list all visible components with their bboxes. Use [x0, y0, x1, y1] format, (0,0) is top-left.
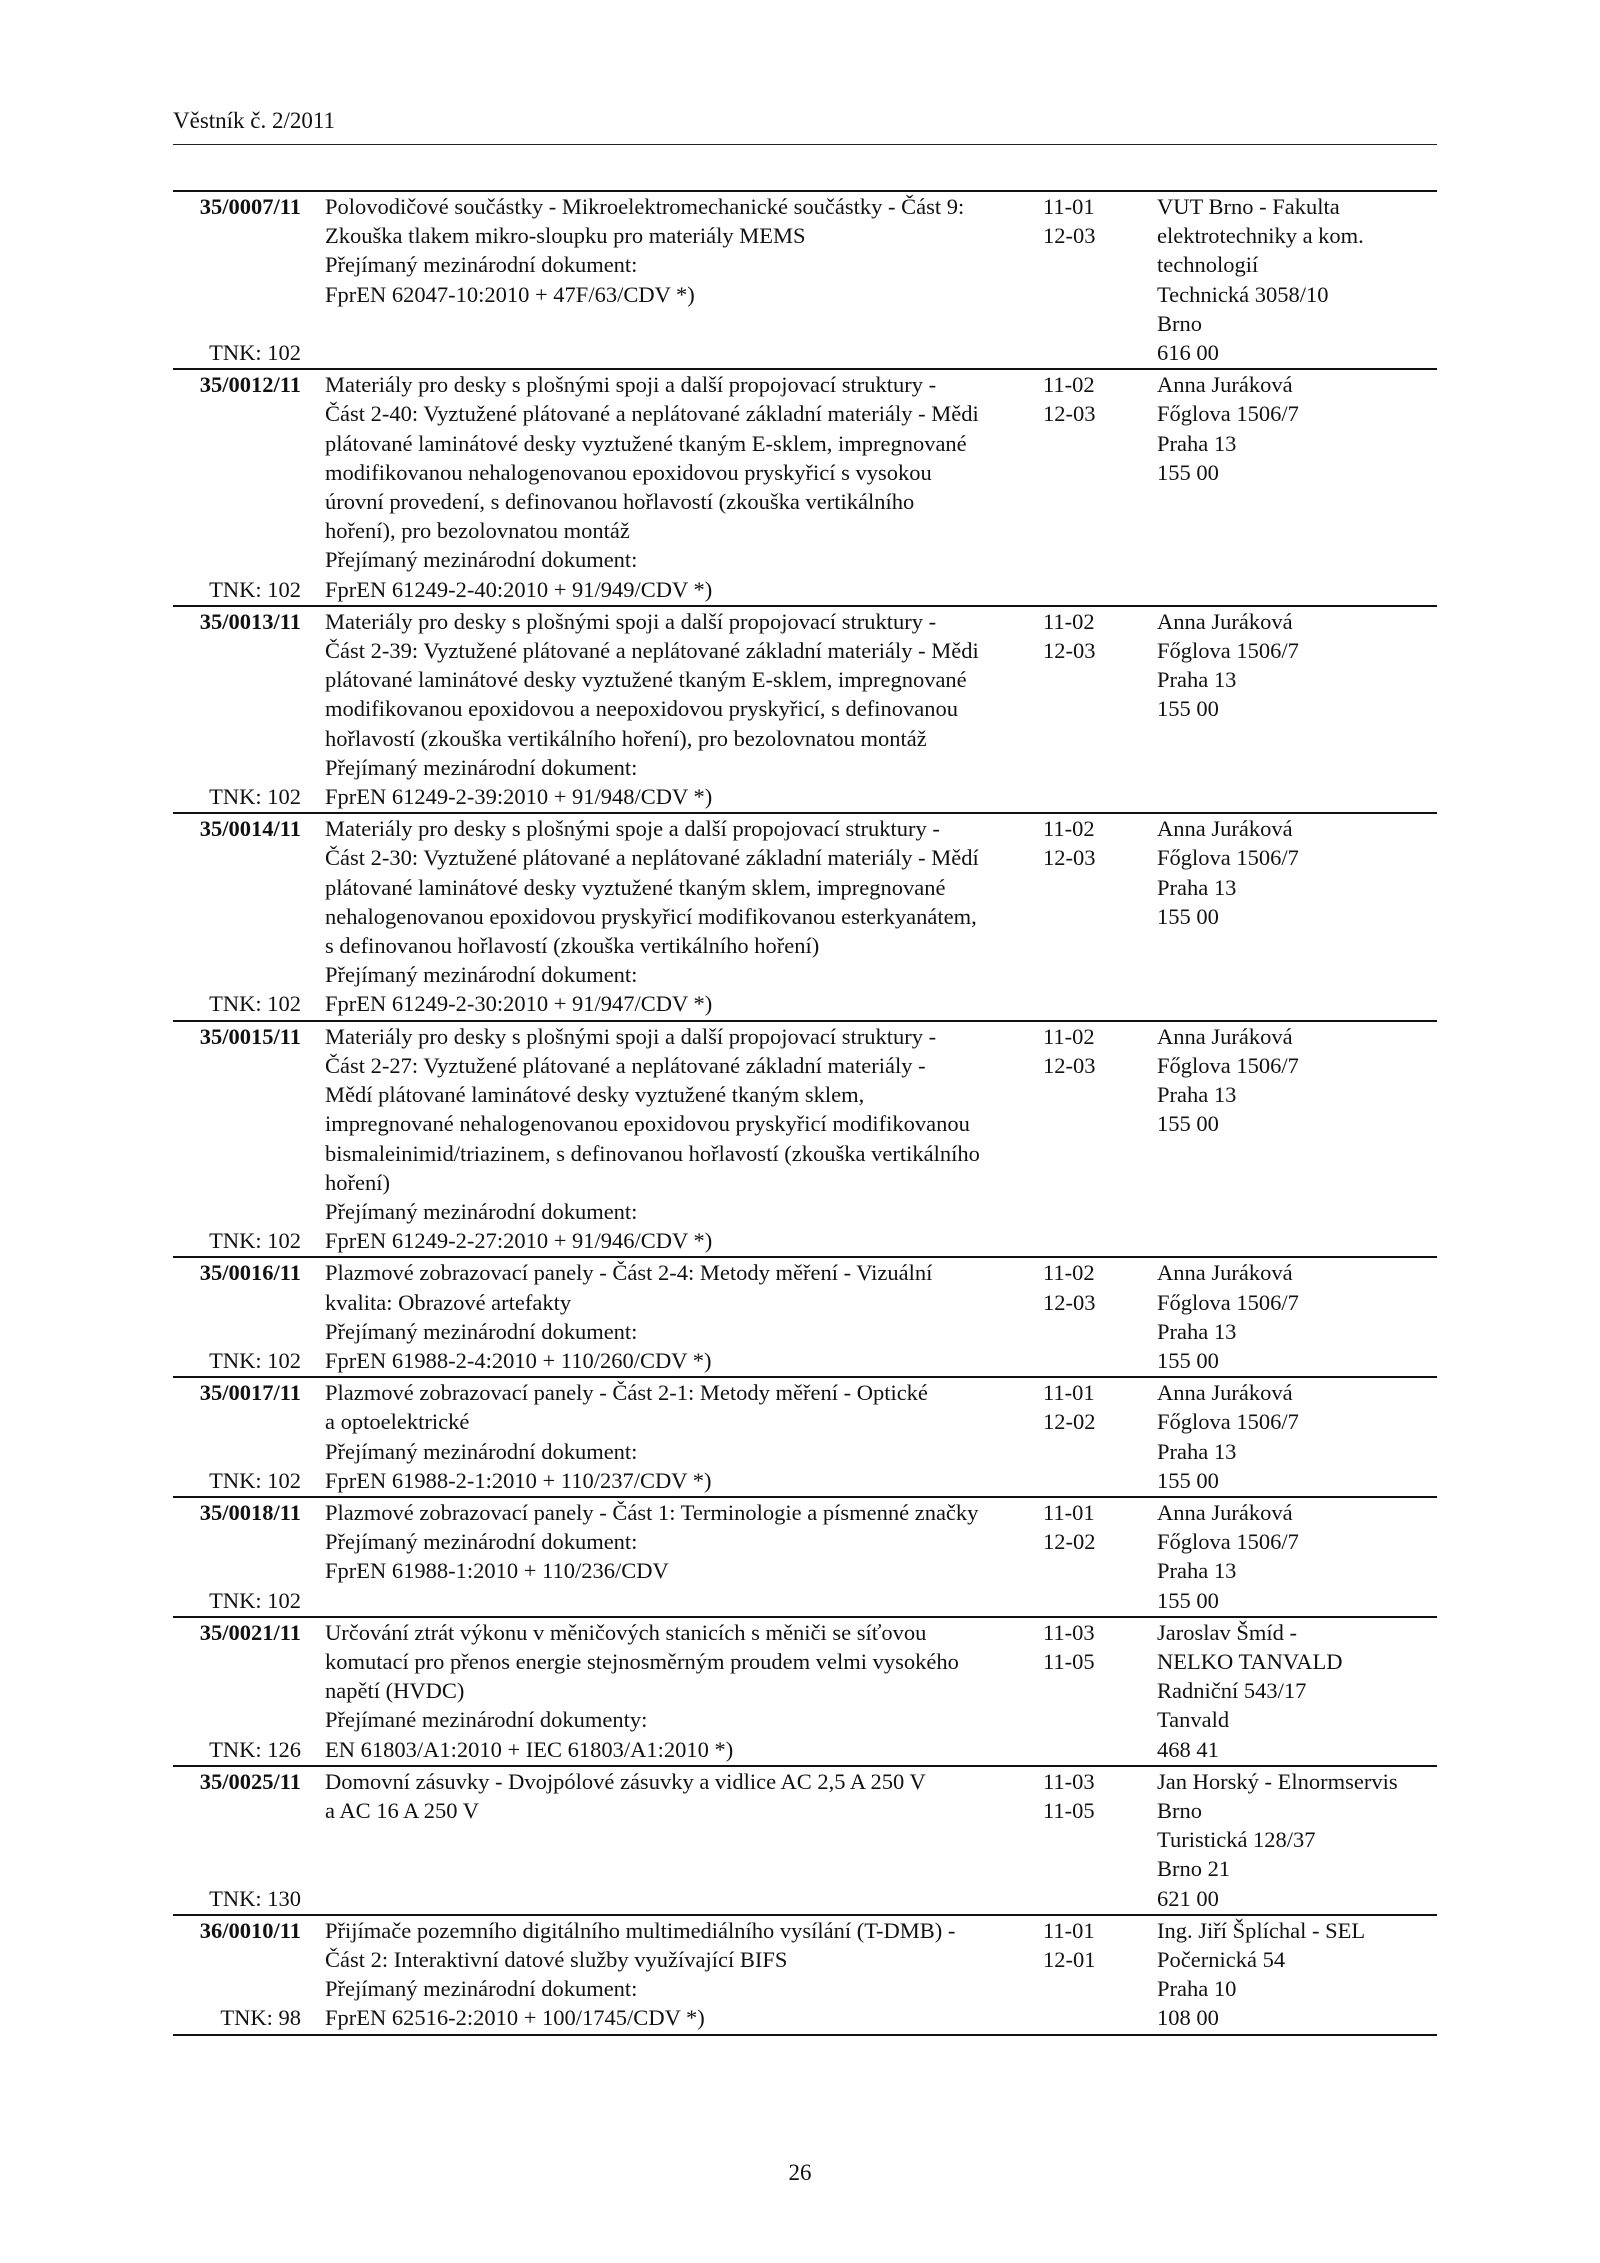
contact-line: 155 00: [1157, 1347, 1219, 1373]
title-line: komutací pro přenos energie stejnosměrným proudem velmi vysokého: [325, 1648, 959, 1674]
entry-contact-column: [1144, 370, 1437, 604]
header-rule: [173, 144, 1437, 145]
date-line: 12-01: [1043, 1946, 1096, 1972]
entry-number: 35/0025/11: [199, 1768, 301, 1794]
title-line: Přejímaný mezinárodní dokument:: [325, 1318, 638, 1344]
contact-line: Praha 13: [1157, 667, 1237, 693]
title-line: Materiály pro desky s plošnými spoji a další propojovací struktury -: [325, 372, 937, 398]
title-line: FprEN 61249-2-27:2010 + 91/946/CDV *): [325, 1228, 713, 1254]
title-line: FprEN 61988-1:2010 + 110/236/CDV: [325, 1558, 669, 1584]
contact-line: Jaroslav Šmíd -: [1157, 1619, 1297, 1645]
contact-line: Főglova 1506/7: [1157, 1409, 1299, 1435]
title-line: napětí (HVDC): [325, 1678, 465, 1704]
entry-tnk: TNK: 102: [209, 1587, 301, 1613]
entry-contact-column: [1144, 1258, 1437, 1375]
date-line: 11-02: [1043, 816, 1095, 842]
contact-line: Praha 13: [1157, 1558, 1237, 1584]
entry-number: 35/0012/11: [199, 372, 301, 398]
entry-id-column: [173, 1767, 313, 1913]
date-line: 12-03: [1043, 1052, 1096, 1078]
entry-title-column: [313, 607, 1031, 811]
contact-line: 621 00: [1157, 1885, 1219, 1911]
title-line: modifikovanou epoxidovou a neepoxidovou pryskyřicí, s definovanou: [325, 696, 959, 722]
entry-contact-column: [1144, 1022, 1437, 1256]
entry-tnk: TNK: 126: [209, 1736, 301, 1762]
entry-contact-column: [1144, 1378, 1437, 1495]
entry-contact-column: [1144, 1767, 1437, 1913]
title-line: a AC 16 A 250 V: [325, 1797, 479, 1823]
date-line: 12-03: [1043, 223, 1096, 249]
entry-title-column: [313, 1258, 1031, 1375]
date-line: 12-03: [1043, 638, 1096, 664]
entry-id-column: [173, 607, 313, 811]
contact-line: Technická 3058/10: [1157, 281, 1329, 307]
title-line: impregnované nehalogenovanou epoxidovou pryskyřicí modifikovanou: [325, 1111, 970, 1137]
entry-dates-column: [1031, 1767, 1144, 1913]
title-line: bismaleinimid/triazinem, s definovanou hořlavostí (zkouška vertikálního: [325, 1140, 980, 1166]
announcement-entry: [173, 1767, 1437, 1916]
entry-number: 35/0007/11: [199, 194, 301, 219]
title-line: Materiály pro desky s plošnými spoje a další propojovací struktury -: [325, 816, 940, 842]
title-line: FprEN 61249-2-39:2010 + 91/948/CDV *): [325, 784, 713, 810]
entry-dates-column: [1031, 814, 1144, 1018]
date-line: 11-03: [1043, 1619, 1095, 1645]
contact-line: Tanvald: [1157, 1707, 1230, 1733]
title-line: Přejímaný mezinárodní dokument:: [325, 1198, 638, 1224]
announcement-entry: [173, 1378, 1437, 1498]
entry-tnk: TNK: 102: [209, 576, 301, 602]
contact-line: Praha 13: [1157, 1438, 1237, 1464]
page-number: 26: [788, 2160, 812, 2185]
entry-tnk: TNK: 102: [209, 1347, 301, 1373]
title-line: Přejímaný mezinárodní dokument:: [325, 547, 638, 573]
title-line: Část 2: Interaktivní datové služby využívající BIFS: [325, 1946, 788, 1972]
entry-id-column: [173, 814, 313, 1018]
date-line: 11-03: [1043, 1768, 1095, 1794]
title-line: nehalogenovanou epoxidovou pryskyřicí modifikovanou esterkyanátem,: [325, 903, 977, 929]
title-line: hoření): [325, 1169, 390, 1195]
entry-title-column: [313, 1767, 1031, 1913]
entry-number: 35/0021/11: [199, 1619, 301, 1645]
date-line: 11-05: [1043, 1648, 1095, 1674]
entry-id-column: [173, 1022, 313, 1256]
entry-tnk: TNK: 102: [209, 340, 301, 366]
date-line: 12-03: [1043, 845, 1096, 871]
contact-line: VUT Brno - Fakulta: [1157, 194, 1340, 219]
title-line: EN 61803/A1:2010 + IEC 61803/A1:2010 *): [325, 1736, 734, 1762]
title-line: Plazmové zobrazovací panely - Část 2-1: Metody měření - Optické: [325, 1380, 928, 1406]
contact-line: Brno 21: [1157, 1856, 1231, 1882]
contact-line: Praha 13: [1157, 1318, 1237, 1344]
entry-contact-column: [1144, 1618, 1437, 1764]
contact-line: Počernická 54: [1157, 1946, 1286, 1972]
title-line: Polovodičové součástky - Mikroelektromechanické součástky - Část 9:: [325, 194, 965, 219]
contact-line: 155 00: [1157, 696, 1219, 722]
entry-dates-column: [1031, 370, 1144, 604]
title-line: Přejímaný mezinárodní dokument:: [325, 754, 638, 780]
contact-line: elektrotechniky a kom.: [1157, 223, 1364, 249]
announcement-entry: [173, 1618, 1437, 1767]
contact-line: 468 41: [1157, 1736, 1219, 1762]
title-line: FprEN 61249-2-40:2010 + 91/949/CDV *): [325, 576, 713, 602]
entries-table: [173, 190, 1437, 2036]
date-line: 12-03: [1043, 1289, 1096, 1315]
entry-id-column: [173, 192, 313, 367]
title-line: Přejímaný mezinárodní dokument:: [325, 962, 638, 988]
title-line: modifikovanou nehalogenovanou epoxidovou pryskyřicí s vysokou: [325, 459, 932, 485]
title-line: s definovanou hořlavostí (zkouška vertikálního hoření): [325, 933, 820, 959]
title-line: FprEN 62516-2:2010 + 100/1745/CDV *): [325, 2005, 705, 2031]
title-line: Přejímaný mezinárodní dokument:: [325, 1976, 638, 2002]
entry-tnk: TNK: 98: [220, 2005, 301, 2031]
announcement-entry: [173, 1916, 1437, 2036]
entry-contact-column: [1144, 607, 1437, 811]
announcement-entry: [173, 607, 1437, 814]
entry-title-column: [313, 1022, 1031, 1256]
page-header-title: Věstník č. 2/2011: [173, 108, 336, 133]
announcement-entry: [173, 814, 1437, 1021]
title-line: kvalita: Obrazové artefakty: [325, 1289, 572, 1315]
entry-tnk: TNK: 102: [209, 784, 301, 810]
title-line: úrovní provedení, s definovanou hořlavostí (zkouška vertikálního: [325, 489, 915, 515]
contact-line: Turistická 128/37: [1157, 1827, 1316, 1853]
title-line: Určování ztrát výkonu v měničových stanicích s měniči se síťovou: [325, 1619, 927, 1645]
date-line: 11-02: [1043, 608, 1095, 634]
title-line: Část 2-40: Vyztužené plátované a neplátované základní materiály - Mědi: [325, 401, 979, 427]
title-line: Plazmové zobrazovací panely - Část 2-4: Metody měření - Vizuální: [325, 1260, 933, 1286]
contact-line: 155 00: [1157, 903, 1219, 929]
entry-tnk: TNK: 102: [209, 1228, 301, 1254]
title-line: Přijímače pozemního digitálního multimediálního vysílání (T-DMB) -: [325, 1917, 956, 1943]
entry-number: 35/0016/11: [199, 1260, 301, 1286]
contact-line: Praha 13: [1157, 874, 1237, 900]
entry-id-column: [173, 1258, 313, 1375]
entry-title-column: [313, 192, 1031, 367]
contact-line: Praha 13: [1157, 1082, 1237, 1108]
date-line: 12-03: [1043, 401, 1096, 427]
entry-title-column: [313, 1618, 1031, 1764]
date-line: 11-01: [1043, 194, 1095, 219]
contact-line: Brno: [1157, 310, 1202, 336]
date-line: 11-01: [1043, 1380, 1095, 1406]
entry-contact-column: [1144, 1498, 1437, 1615]
entry-id-column: [173, 1618, 313, 1764]
title-line: Přejímané mezinárodní dokumenty:: [325, 1707, 648, 1733]
contact-line: Jan Horský - Elnormservis: [1157, 1768, 1398, 1794]
contact-line: Anna Juráková: [1157, 608, 1293, 634]
contact-line: Anna Juráková: [1157, 372, 1293, 398]
title-line: Přejímaný mezinárodní dokument:: [325, 1438, 638, 1464]
date-line: 11-02: [1043, 1023, 1095, 1049]
contact-line: 155 00: [1157, 1467, 1219, 1493]
contact-line: 155 00: [1157, 1587, 1219, 1613]
contact-line: 155 00: [1157, 1111, 1219, 1137]
entry-contact-column: [1144, 814, 1437, 1018]
contact-line: Radniční 543/17: [1157, 1678, 1307, 1704]
title-line: Část 2-39: Vyztužené plátované a neplátované základní materiály - Mědi: [325, 638, 979, 664]
entry-number: 35/0014/11: [199, 816, 301, 842]
date-line: 11-02: [1043, 372, 1095, 398]
date-line: 11-02: [1043, 1260, 1095, 1286]
title-line: plátované laminátové desky vyztužené tkaným sklem, impregnované: [325, 874, 946, 900]
entry-dates-column: [1031, 1378, 1144, 1495]
contact-line: Főglova 1506/7: [1157, 1289, 1299, 1315]
contact-line: Főglova 1506/7: [1157, 401, 1299, 427]
title-line: FprEN 61988-2-4:2010 + 110/260/CDV *): [325, 1347, 712, 1373]
entry-dates-column: [1031, 192, 1144, 367]
contact-line: Praha 10: [1157, 1976, 1237, 2002]
title-line: Zkouška tlakem mikro-sloupku pro materiály MEMS: [325, 223, 806, 249]
date-line: 11-05: [1043, 1797, 1095, 1823]
entry-tnk: TNK: 102: [209, 1467, 301, 1493]
entry-dates-column: [1031, 1022, 1144, 1256]
entry-number: 35/0015/11: [199, 1023, 301, 1049]
entry-contact-column: [1144, 1916, 1437, 2033]
contact-line: Főglova 1506/7: [1157, 845, 1299, 871]
entry-id-column: [173, 370, 313, 604]
date-line: 12-02: [1043, 1409, 1096, 1435]
entry-number: 36/0010/11: [199, 1917, 301, 1943]
contact-line: 155 00: [1157, 459, 1219, 485]
title-line: a optoelektrické: [325, 1409, 470, 1435]
entry-id-column: [173, 1916, 313, 2033]
title-line: Plazmové zobrazovací panely - Část 1: Terminologie a písmenné značky: [325, 1499, 979, 1525]
entry-number: 35/0017/11: [199, 1380, 301, 1406]
entry-number: 35/0013/11: [199, 608, 301, 634]
title-line: Materiály pro desky s plošnými spoji a další propojovací struktury -: [325, 1023, 937, 1049]
title-line: Část 2-27: Vyztužené plátované a neplátované základní materiály -: [325, 1052, 926, 1078]
contact-line: Főglova 1506/7: [1157, 1052, 1299, 1078]
entry-dates-column: [1031, 1498, 1144, 1615]
title-line: FprEN 61249-2-30:2010 + 91/947/CDV *): [325, 991, 713, 1017]
contact-line: Anna Juráková: [1157, 1380, 1293, 1406]
entry-tnk: TNK: 130: [209, 1885, 301, 1911]
date-line: 11-01: [1043, 1499, 1095, 1525]
entry-title-column: [313, 370, 1031, 604]
date-line: 12-02: [1043, 1529, 1096, 1555]
announcement-entry: [173, 192, 1437, 370]
entry-tnk: TNK: 102: [209, 991, 301, 1017]
entry-dates-column: [1031, 1618, 1144, 1764]
title-line: hořlavostí (zkouška vertikálního hoření), pro bezolovnatou montáž: [325, 725, 927, 751]
entry-dates-column: [1031, 1258, 1144, 1375]
contact-line: Anna Juráková: [1157, 816, 1293, 842]
entry-title-column: [313, 1498, 1031, 1615]
title-line: plátované laminátové desky vyztužené tkaným E-sklem, impregnované: [325, 430, 967, 456]
entry-id-column: [173, 1498, 313, 1615]
contact-line: 108 00: [1157, 2005, 1219, 2031]
entry-title-column: [313, 1378, 1031, 1495]
entry-title-column: [313, 1916, 1031, 2033]
contact-line: Ing. Jiří Šplíchal - SEL: [1157, 1917, 1366, 1943]
title-line: hoření), pro bezolovnatou montáž: [325, 518, 630, 544]
entry-number: 35/0018/11: [199, 1499, 301, 1525]
entry-dates-column: [1031, 607, 1144, 811]
announcement-entry: [173, 370, 1437, 607]
date-line: 11-01: [1043, 1917, 1095, 1943]
title-line: Přejímaný mezinárodní dokument:: [325, 1529, 638, 1555]
title-line: Přejímaný mezinárodní dokument:: [325, 252, 638, 278]
title-line: plátované laminátové desky vyztužené tkaným E-sklem, impregnované: [325, 667, 967, 693]
contact-line: Anna Juráková: [1157, 1260, 1293, 1286]
contact-line: Brno: [1157, 1797, 1202, 1823]
contact-line: Főglova 1506/7: [1157, 1529, 1299, 1555]
contact-line: Praha 13: [1157, 430, 1237, 456]
contact-line: Anna Juráková: [1157, 1499, 1293, 1525]
contact-line: Anna Juráková: [1157, 1023, 1293, 1049]
title-line: Domovní zásuvky - Dvojpólové zásuvky a vidlice AC 2,5 A 250 V: [325, 1768, 926, 1794]
contact-line: 616 00: [1157, 340, 1219, 366]
announcement-entry: [173, 1022, 1437, 1259]
title-line: Materiály pro desky s plošnými spoji a další propojovací struktury -: [325, 608, 937, 634]
title-line: FprEN 62047-10:2010 + 47F/63/CDV *): [325, 281, 695, 307]
entry-dates-column: [1031, 1916, 1144, 2033]
title-line: FprEN 61988-2-1:2010 + 110/237/CDV *): [325, 1467, 712, 1493]
contact-line: technologií: [1157, 252, 1259, 278]
entry-id-column: [173, 1378, 313, 1495]
entry-title-column: [313, 814, 1031, 1018]
contact-line: Főglova 1506/7: [1157, 638, 1299, 664]
title-line: Mědí plátované laminátové desky vyztužené tkaným sklem,: [325, 1082, 865, 1108]
announcement-entry: [173, 1498, 1437, 1618]
entry-contact-column: [1144, 192, 1437, 367]
announcement-entry: [173, 1258, 1437, 1378]
contact-line: NELKO TANVALD: [1157, 1648, 1343, 1674]
title-line: Část 2-30: Vyztužené plátované a neplátované základní materiály - Mědí: [325, 845, 979, 871]
